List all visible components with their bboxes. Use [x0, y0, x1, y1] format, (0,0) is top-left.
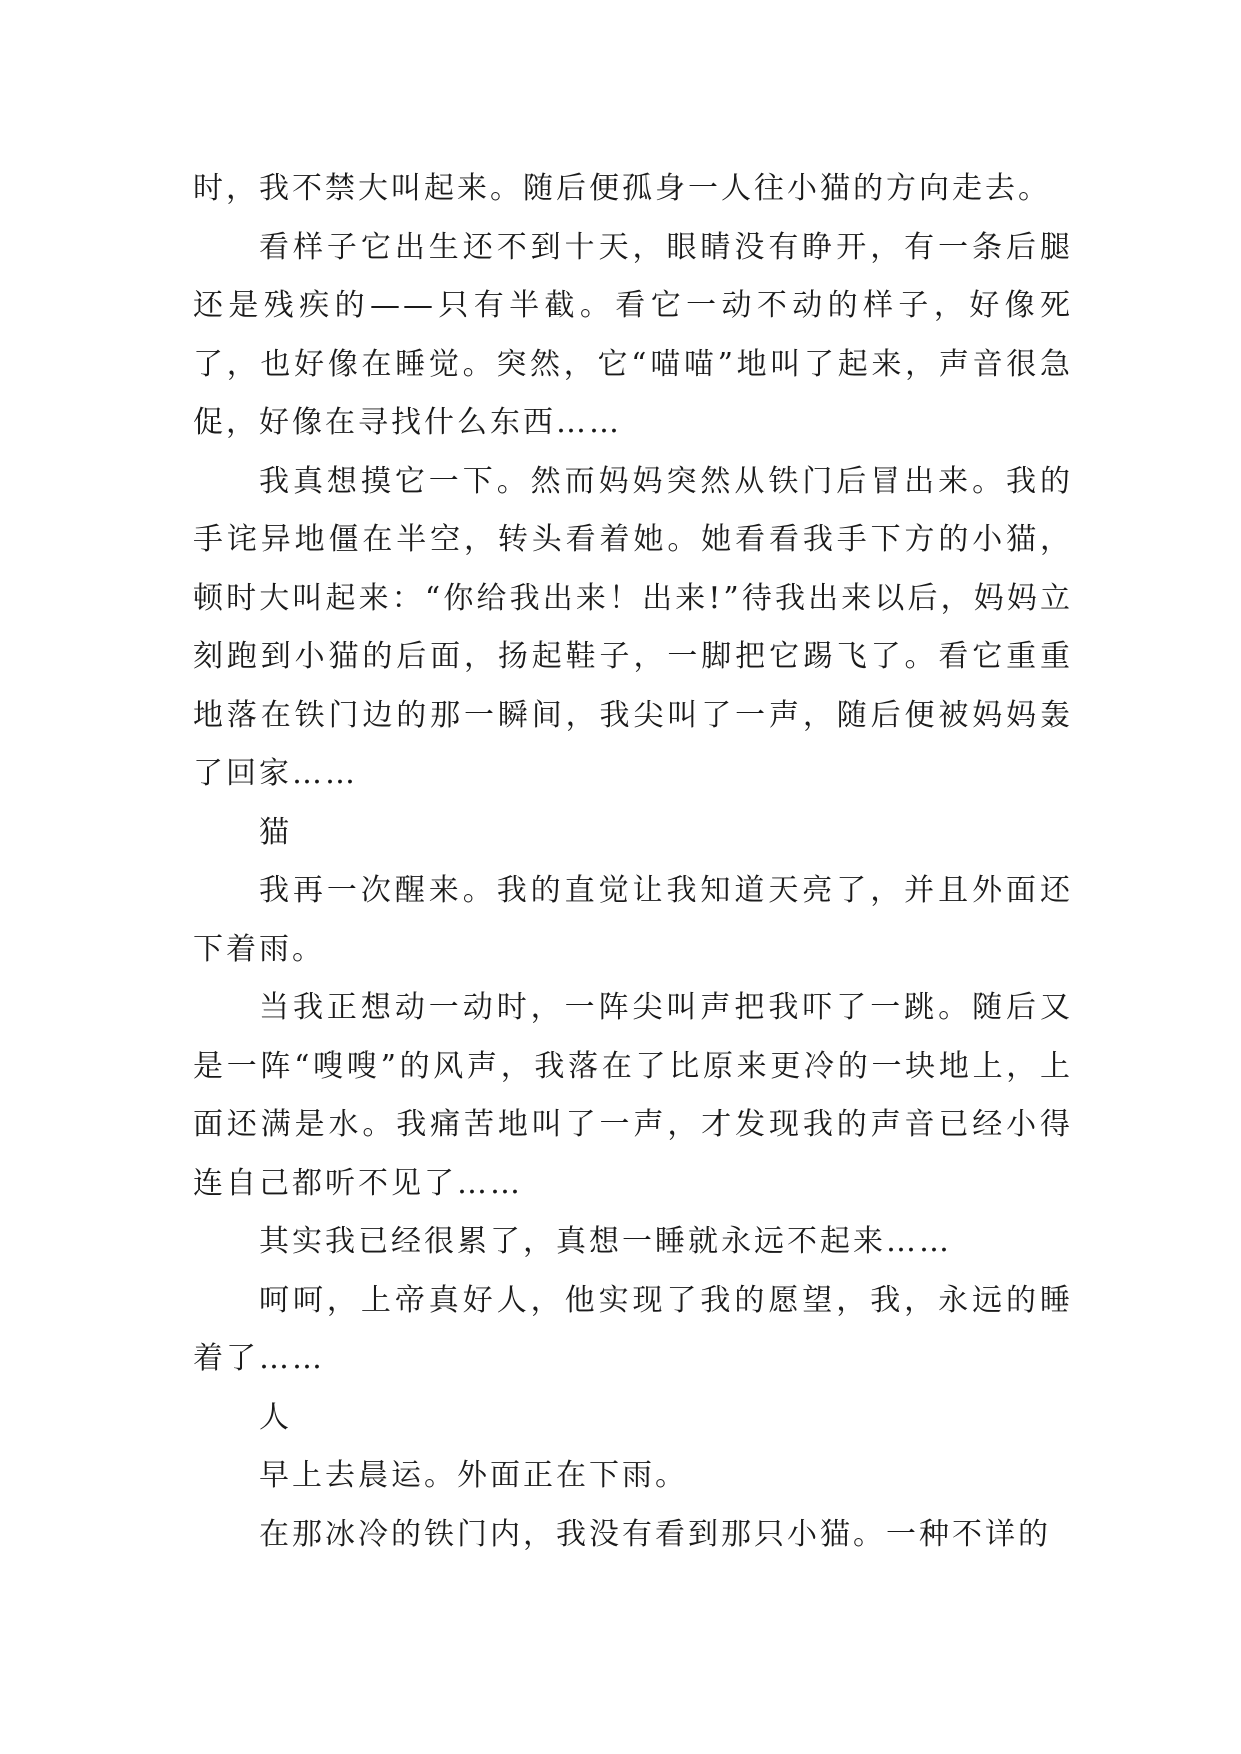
document-body — [193, 160, 1073, 1564]
paragraph-4: 我再一次醒来。我的直觉让我知道天亮了，并且外面还下着雨。 — [193, 873, 1073, 967]
paragraph-2: 看样子它出生还不到十天，眼睛没有睁开，有一条后腿还是残疾的——只有半截。看它一动不动的样子，好像死了，也好像在睡觉。突然，它“喵喵”地叫了起来，声音很急促，好像在寻找什么东西…… — [193, 229, 1073, 440]
paragraph-5: 当我正想动一动时，一阵尖叫声把我吓了一跳。随后又是一阵“嗖嗖”的风声，我落在了比原来更冷的一块地上，上面还满是水。我痛苦地叫了一声，才发现我的声音已经小得连自己都听不见了…… — [193, 990, 1073, 1201]
paragraph-3: 我真想摸它一下。然而妈妈突然从铁门后冒出来。我的手诧异地僵在半空，转头看着她。她看看我手下方的小猫，顿时大叫起来：“你给我出来！出来!”待我出来以后，妈妈立刻跑到小猫的后面，扬起鞋子，一脚把它踢飞了。看它重重地落在铁门边的那一瞬间，我尖叫了一声，随后便被妈妈轰了回家…… — [193, 463, 1073, 791]
paragraph-1: 时，我不禁大叫起来。随后便孤身一人往小猫的方向走去。 — [193, 171, 1051, 206]
section-heading-cat: 猫 — [259, 814, 292, 850]
paragraph-7: 呵呵，上帝真好人，他实现了我的愿望，我，永远的睡着了…… — [193, 1282, 1073, 1376]
section-heading-person: 人 — [259, 1399, 292, 1435]
paragraph-9: 在那冰冷的铁门内，我没有看到那只小猫。一种不详的 — [259, 1516, 1051, 1552]
paragraph-8: 早上去晨运。外面正在下雨。 — [259, 1458, 688, 1493]
paragraph-6: 其实我已经很累了，真想一睡就永远不起来…… — [259, 1224, 952, 1259]
